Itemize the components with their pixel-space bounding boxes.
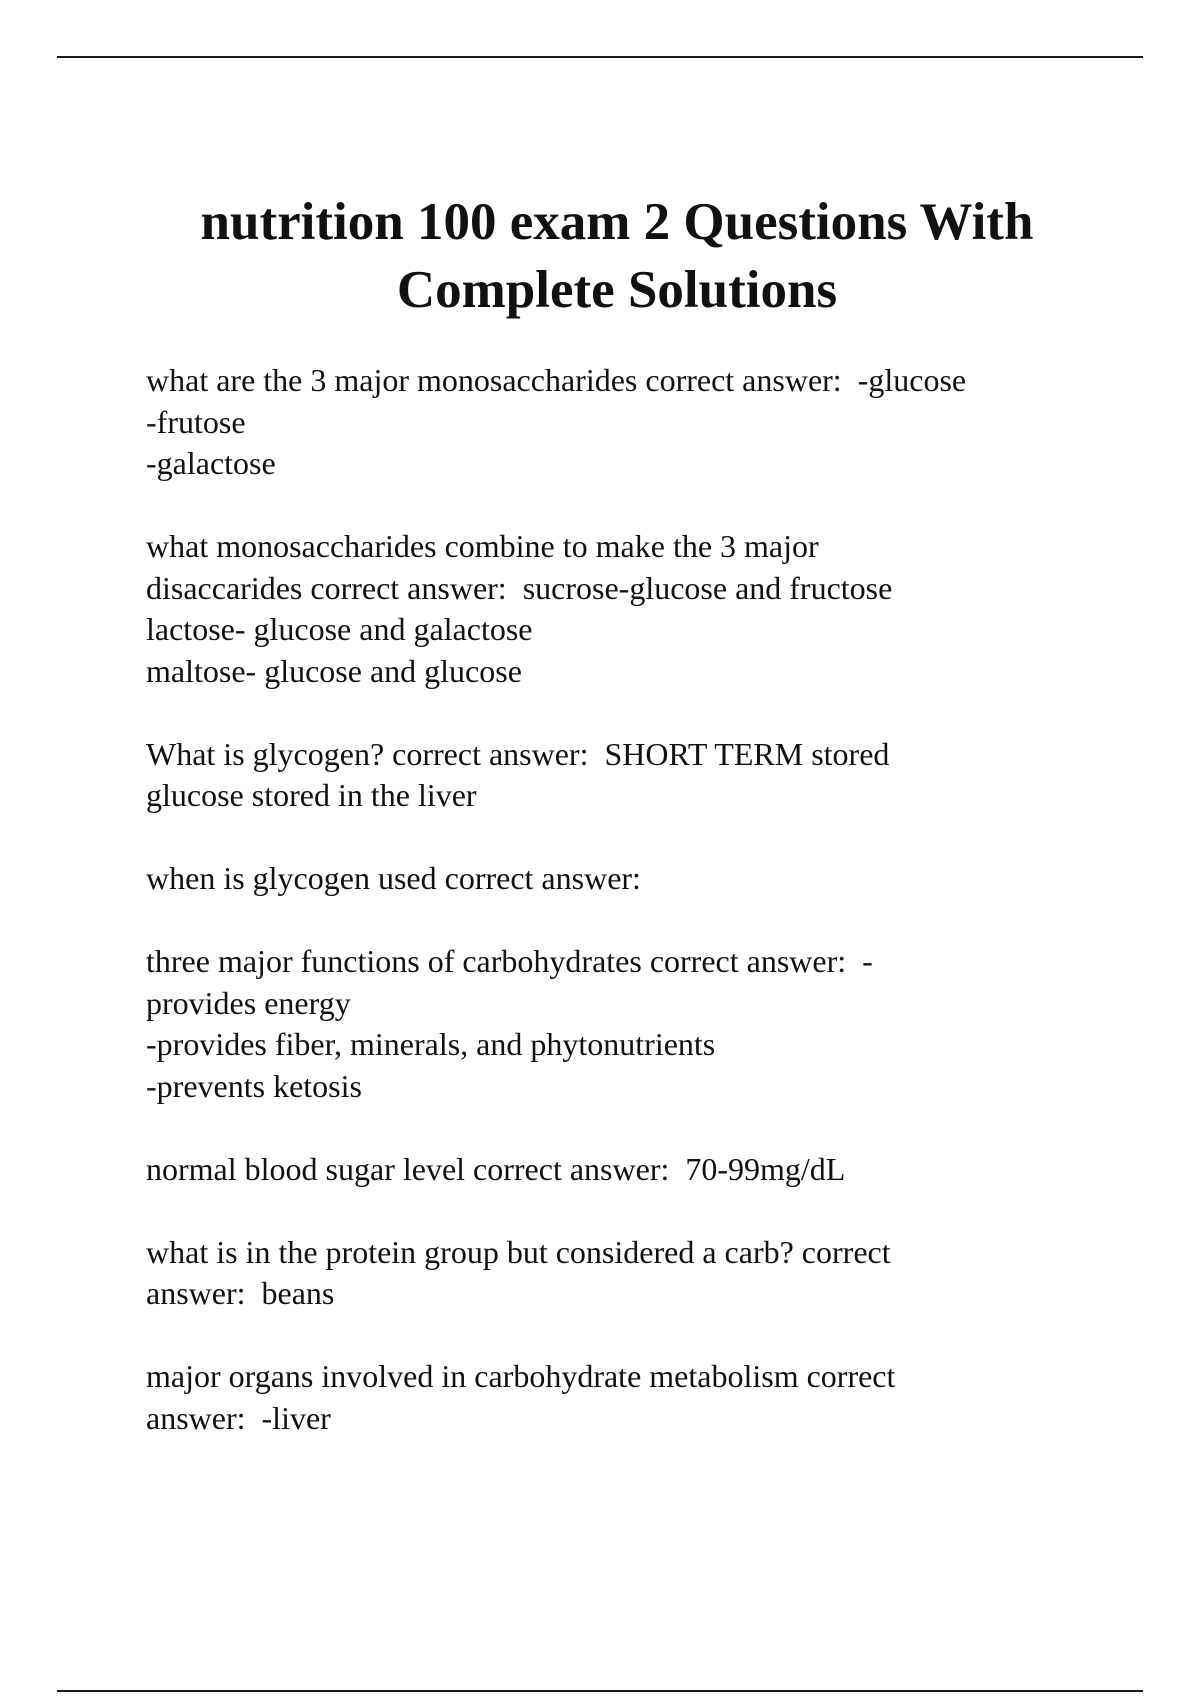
- qa-line: glucose stored in the liver: [146, 777, 477, 813]
- bottom-divider: [57, 1690, 1143, 1692]
- qa-item-organs: [146, 1356, 1146, 1439]
- title-line-1: nutrition 100 exam 2 Questions With: [200, 193, 1034, 251]
- qa-line: what are the 3 major monosaccharides correct answer: -glucose: [146, 362, 967, 398]
- qa-line: what monosaccharides combine to make the 3 major: [146, 528, 819, 564]
- qa-line: -provides fiber, minerals, and phytonutrients: [146, 1026, 716, 1062]
- qa-line: disaccarides correct answer: sucrose-glucose and fructose: [146, 569, 893, 606]
- qa-item-monosaccharides: [146, 360, 1146, 485]
- top-divider: [57, 56, 1143, 58]
- qa-line: answer: -liver: [146, 1399, 331, 1436]
- qa-line: answer: beans: [146, 1275, 335, 1311]
- qa-item-protein-carb: [146, 1232, 1146, 1315]
- qa-line: when is glycogen used correct answer:: [146, 860, 641, 896]
- qa-line: -frutose: [146, 403, 246, 440]
- qa-line: three major functions of carbohydrates correct answer: -: [146, 943, 873, 979]
- title-line-2: Complete Solutions: [396, 261, 838, 319]
- qa-item-carb-functions: [146, 941, 1146, 1107]
- document-title: [57, 188, 1177, 324]
- qa-item-blood-sugar: [146, 1149, 1146, 1191]
- qa-line: maltose- glucose and glucose: [146, 652, 522, 689]
- qa-item-disaccharides: [146, 526, 1146, 692]
- qa-list: [146, 360, 1146, 1481]
- qa-line: lactose- glucose and galactose: [146, 611, 533, 647]
- qa-item-glycogen-use: [146, 858, 1146, 900]
- qa-line: provides energy: [146, 984, 351, 1021]
- qa-line: what is in the protein group but considered a carb? correct: [146, 1233, 891, 1270]
- qa-item-glycogen: [146, 734, 1146, 817]
- qa-line: What is glycogen? correct answer: SHORT TERM stored: [146, 735, 890, 772]
- qa-line: normal blood sugar level correct answer: 70-99mg/dL: [146, 1150, 846, 1187]
- qa-line: -prevents ketosis: [146, 1067, 362, 1104]
- qa-line: major organs involved in carbohydrate metabolism correct: [146, 1358, 896, 1394]
- qa-line: -galactose: [146, 445, 276, 481]
